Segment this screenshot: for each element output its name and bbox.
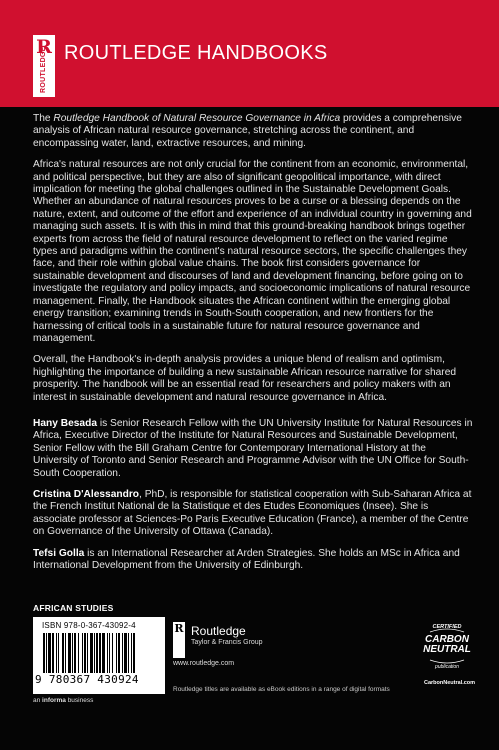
publisher-url[interactable]: www.routledge.com [173, 660, 235, 667]
logo-word: ROUTLEDGE [40, 46, 47, 93]
author-name: Cristina D'Alessandro [33, 488, 140, 500]
author-bio: Hany Besada is Senior Research Fellow with the UN University Institute for Natural Resources in Africa, Executive Director of the Institute for Natural Resources and Sustainable Development, Senior Fellow with the Bill Graham Centre for Contemporary International History at the University of Toronto and Senior Research and Programme Advisor with the UN Office for South-South Cooperation. [33, 417, 473, 479]
publisher-logo-icon: R [173, 622, 185, 658]
description-paragraph: Africa's natural resources are not only crucial for the continent from an economic, environmental, and political perspective, but they are also of significant geopolitical importance, with direct implication for meeting the global challenges outlined in the Sustainable Development Goals. Whether an abundance of natural resources proves to be a curse or a blessing depends on the nature, extent, and outcome of the effort and experience of an individual country in governing and managing such assets. It is with this in mind that this ground-breaking handbook brings together experts from across the field of natural resource development to reflect on the varied regime types and paradigms within the continent's natural resource sectors, the specific challenges they face, and their role within global value chains. The book first considers governance for sustainable development and discourses of land and development financing, before going on to investigate the regulatory and policy impacts, and socioeconomic implications of natural resource management. Finally, the Handbook situates the African continent within the emerging global energy transition; examining trends in South-South cooperation, and new frontiers for the harnessing of critical tools in a sustainable future for natural resource governance and management. [33, 159, 472, 344]
author-bio: Cristina D'Alessandro, PhD, is responsible for statistical cooperation with Sub-Saharan Africa at the French Institut National de la Statistique et des Etudes Economiques (Insee). She is associate professor at Sciences-Po Paris Executive Education (France), a member of the Centre on Governance of the University of Ottawa (Canada). [33, 488, 472, 538]
ebook-note: Routledge titles are available as eBook editions in a range of digital formats [173, 686, 390, 693]
carbon-neutral-url: CarbonNeutral.com [424, 680, 476, 686]
logo-letter: R [36, 36, 52, 58]
carbon-neutral-badge: CERTIFIED CARBON NEUTRAL publication [422, 622, 472, 678]
subject-category: AFRICAN STUDIES [33, 603, 114, 613]
publisher-group: Taylor & Francis Group [191, 639, 263, 646]
isbn-label: ISBN 978-0-367-43092-4 [42, 621, 136, 630]
routledge-logo [33, 35, 55, 97]
series-title: ROUTLEDGE HANDBOOKS [64, 42, 328, 64]
series-banner [0, 0, 499, 107]
informa-business: an informa business [33, 697, 94, 704]
publisher-name: Routledge [191, 624, 246, 638]
isbn-barcode [33, 617, 165, 694]
barcode-number: 9 780367 430924 [35, 673, 139, 686]
author-name: Hany Besada [33, 417, 97, 429]
author-bio: Tefsi Golla is an International Researcher at Arden Strategies. She holds an MSc in Africa and International Development from the University of Edinburgh. [33, 547, 460, 571]
intro-paragraph: The Routledge Handbook of Natural Resource Governance in Africa provides a comprehensive analysis of African natural resource governance, stretching across the continent, and encompassing water, land, extractive resources, and mining. [33, 113, 462, 149]
book-title: Routledge Handbook of Natural Resource Governance in Africa [53, 113, 341, 124]
summary-paragraph: Overall, the Handbook's in-depth analysis provides a unique blend of realism and optimism, highlighting the importance of building a new sustainable African resource narrative for shared prosperity. The handbook will be an essential read for researchers and policy makers with an interest in sustainable development and natural resource governance in Africa. [33, 354, 457, 403]
barcode-graphic [42, 633, 156, 673]
back-cover-text [33, 113, 473, 581]
author-name: Tefsi Golla [33, 547, 85, 559]
